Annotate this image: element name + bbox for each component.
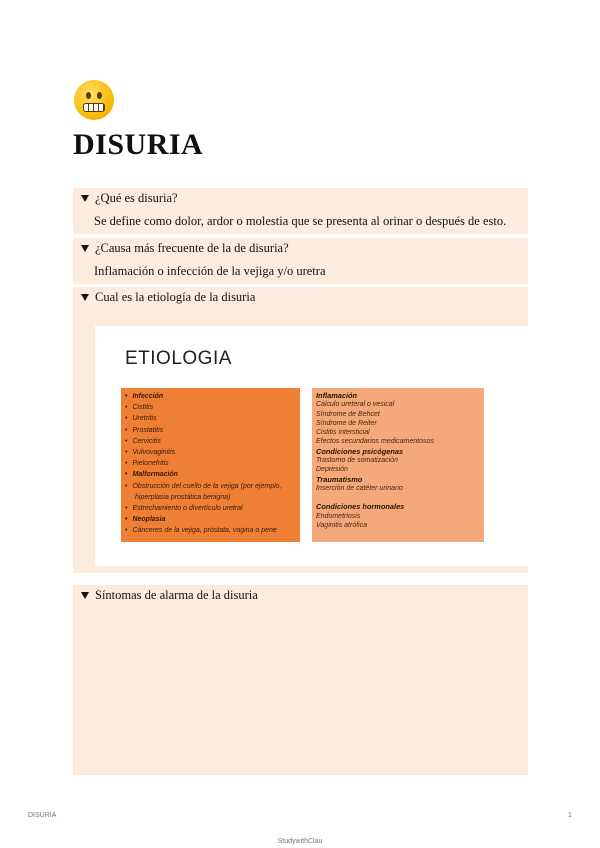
right-etiology-list	[316, 391, 434, 530]
list-item: • Cánceres de la vejiga, próstata, vagina o pene	[125, 525, 281, 536]
list-item: • Infección	[125, 391, 281, 402]
list-item: Vaginitis atrófica	[316, 521, 368, 529]
toggle-question: ¿Qué es disuria?	[95, 191, 178, 205]
list-heading: Condiciones psicógenas	[316, 446, 404, 456]
list-heading: Traumatismo	[316, 474, 363, 484]
list-item: Trastorno de somatización	[316, 457, 398, 465]
list-item: • Neoplasia	[125, 514, 281, 525]
list-item: Depresión	[316, 466, 348, 474]
list-item: Cistitis intersticial	[316, 429, 370, 437]
toggle-what-is-dysuria[interactable]	[73, 188, 528, 234]
toggle-header[interactable]	[81, 588, 258, 603]
list-item: Inserción de catéter urinario	[316, 484, 403, 492]
list-item: • Cistitis	[125, 402, 281, 413]
grimacing-face-emoji	[74, 80, 114, 120]
toggle-question: ¿Causa más frecuente de la de disuria?	[95, 241, 289, 255]
triangle-down-icon[interactable]	[81, 195, 89, 202]
toggle-answer: Se define como dolor, ardor o molestia que se presenta al orinar o después de esto.	[94, 214, 507, 228]
triangle-down-icon[interactable]	[81, 294, 89, 301]
footer-doc-title: DISURIA	[28, 812, 57, 819]
toggle-header[interactable]	[81, 191, 178, 206]
footer-page-number: 1	[568, 812, 572, 819]
inflammation-box	[312, 388, 484, 542]
list-heading: Condiciones hormonales	[316, 502, 405, 512]
list-item: Cálculo ureteral o vesical	[316, 401, 395, 409]
infection-box	[121, 388, 300, 542]
page-title: DISURIA	[73, 128, 204, 161]
emoji-eye-left	[86, 92, 91, 99]
slide-title: ETIOLOGIA	[125, 348, 232, 369]
emoji-eye-right	[97, 92, 102, 99]
etiology-slide-image	[95, 326, 528, 566]
list-item: • Obstrucción del cuello de la vejiga (por ejemplo,	[125, 481, 281, 492]
list-item: • Pielonefritis	[125, 458, 281, 469]
toggle-question: Cual es la etiología de la disuria	[95, 290, 256, 304]
list-heading: Inflamación	[316, 391, 358, 400]
list-item: • Prostatitis	[125, 425, 281, 436]
list-item: • Malformación	[125, 469, 281, 480]
list-item: • Vulvovaginitis	[125, 447, 281, 458]
toggle-alarm-symptoms[interactable]	[73, 585, 528, 775]
list-item: Endometriosis	[316, 512, 361, 520]
list-item: • Estrechamiento o divertículo uretral	[125, 503, 281, 514]
list-item: Síndrome de Behcet	[316, 410, 380, 418]
toggle-header[interactable]	[81, 290, 255, 305]
toggle-answer: Inflamación o infección de la vejiga y/o uretra	[94, 264, 326, 278]
toggle-header[interactable]	[81, 241, 289, 256]
footer-brand: StudywithClau	[277, 838, 323, 845]
list-item: • Uretritis	[125, 413, 281, 424]
toggle-question: Síntomas de alarma de la disuria	[95, 588, 258, 602]
triangle-down-icon[interactable]	[81, 592, 89, 599]
toggle-most-frequent-cause[interactable]	[73, 238, 528, 284]
list-item: Síndrome de Reiter	[316, 419, 377, 427]
left-etiology-list	[125, 391, 281, 537]
list-item: • Cervicitis	[125, 436, 281, 447]
triangle-down-icon[interactable]	[81, 245, 89, 252]
list-item-continuation: hiperplasia prostática benigna)	[135, 493, 231, 501]
emoji-mouth	[83, 103, 105, 112]
list-item: Efectos secundarios medicamentosos	[316, 438, 434, 446]
